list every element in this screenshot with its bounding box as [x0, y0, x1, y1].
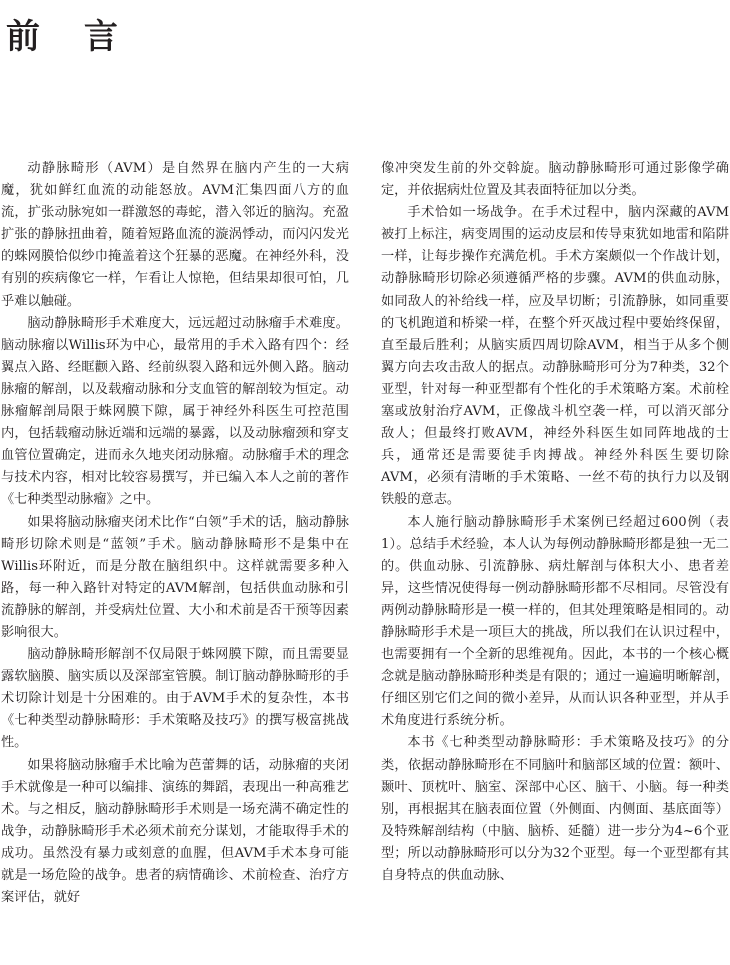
right-text-column [381, 158, 729, 887]
left-text-column [1, 158, 349, 909]
paragraph: 脑动静脉畸形解剖不仅局限于蛛网膜下隙，而且需要显露软脑膜、脑实质以及深部室管膜。制订脑动静脉畸形的手术切除计划是十分困难的。由于AVM手术的复杂性，本书《七种类型动静脉畸形：手术策略及技巧》的撰写极富挑战性。 [1, 647, 349, 751]
paragraph: 如果将脑动脉瘤夹闭术比作“白领”手术的话，脑动静脉畸形切除术则是“蓝领”手术。脑动静脉畸形不是集中在Willis环附近，而是分散在脑组织中。这样就需要多种入路，每一种入路针对特定的AVM解剖，包括供血动脉和引流静脉的解剖，并受病灶位置、大小和术前是否干预等因素影响很大。 [1, 514, 349, 640]
paragraph-continued: 像冲突发生前的外交斡旋。脑动静脉畸形可通过影像学确定，并依据病灶位置及其表面特征加以分类。 [381, 161, 729, 199]
paragraph: 如果将脑动脉瘤手术比喻为芭蕾舞的话，动脉瘤的夹闭手术就像是一种可以编排、演练的舞蹈，表现出一种高雅艺术。与之相反，脑动静脉畸形手术则是一场充满不确定性的战争，动静脉畸形手术必须术前充分谋划，才能取得手术的成功。虽然没有暴力或刻意的血腥，但AVM手术本身可能就是一场危险的战争。患者的病情确诊、术前检查、治疗方案评估，就好 [1, 757, 349, 906]
paragraph: 手术恰如一场战争。在手术过程中，脑内深藏的AVM被打上标注，病变周围的运动皮层和传导束犹如地雷和陷阱一样，让每步操作充满危机。手术方案颇似一个作战计划，动静脉畸形切除必须遵循严格的步骤。AVM的供血动脉，如同敌人的补给线一样，应及早切断；引流静脉，如同重要的飞机跑道和桥梁一样，在整个歼灭战过程中要始终保留，直至最后胜利；从脑实质四周切除AVM，相当于从多个侧翼方向去攻击敌人的据点。动静脉畸形可分为7种类，32个亚型，针对每一种亚型都有个性化的手术策略方案。术前栓塞或放射治疗AVM，正像战斗机空袭一样，可以消灭部分敌人；但最终打败AVM，神经外科医生如同阵地战的士兵，通常还是需要徒手肉搏战。神经外科医生要切除AVM，必须有清晰的手术策略、一丝不苟的执行力以及钢铁般的意志。 [381, 205, 729, 508]
paragraph: 动静脉畸形（AVM）是自然界在脑内产生的一大病魔，犹如鲜红血流的动能怒放。AVM汇集四面八方的血流，扩张动脉宛如一群激怒的毒蛇，潜入邻近的脑沟。充盈扩张的静脉扭曲着，随着短路血流的漩涡悸动，而闪闪发光的蛛网膜恰似纱巾掩盖着这个狂暴的恶魔。在神经外科，没有别的疾病像它一样，乍看让人惊艳，但结果却很可怕，几乎难以触碰。 [1, 161, 349, 309]
paragraph: 本书《七种类型动静脉畸形：手术策略及技巧》的分类，依据动静脉畸形在不同脑叶和脑部区域的位置：额叶、颞叶、顶枕叶、脑室、深部中心区、脑干、小脑。每一种类别，再根据其在脑表面位置（外侧面、内侧面、基底面等）及特殊解剖结构（中脑、脑桥、延髓）进一步分为4~6个亚型；所以动静脉畸形可以分为32个亚型。每一个亚型都有其自身特点的供血动脉、 [381, 735, 729, 883]
paragraph: 本人施行脑动静脉畸形手术案例已经超过600例（表1）。总结手术经验，本人认为每例动静脉畸形都是独一无二的。供血动脉、引流静脉、病灶解剖与体积大小、患者差异，这些情况使得每一例动静脉畸形都不尽相同。尽管没有两例动静脉畸形是一模一样的，但其处理策略是相同的。动静脉畸形手术是一项巨大的挑战，所以我们在认识过程中，也需要拥有一个全新的思维视角。因此，本书的一个核心概念就是脑动静脉畸形种类是有限的；通过一遍遍明晰解剖，仔细区别它们之间的微小差异，从而认识各种亚型，并从手术角度进行系统分析。 [381, 514, 729, 729]
paragraph: 脑动静脉畸形手术难度大，远远超过动脉瘤手术难度。脑动脉瘤以Willis环为中心，最常用的手术入路有四个：经翼点入路、经眶颧入路、经前纵裂入路和远外侧入路。脑动脉瘤的解剖，以及载瘤动脉和分支血管的解剖较为恒定。动脉瘤解剖局限于蛛网膜下隙，属于神经外科医生可控范围内，包括载瘤动脉近端和远端的暴露，以及动脉瘤颈和穿支血管位置确定，进而永久地夹闭动脉瘤。动脉瘤手术的理念与技术内容，相对比较容易撰写，并已编入本人之前的著作《七种类型动脉瘤》之中。 [1, 315, 349, 508]
page-title: 前 言 [6, 17, 134, 57]
